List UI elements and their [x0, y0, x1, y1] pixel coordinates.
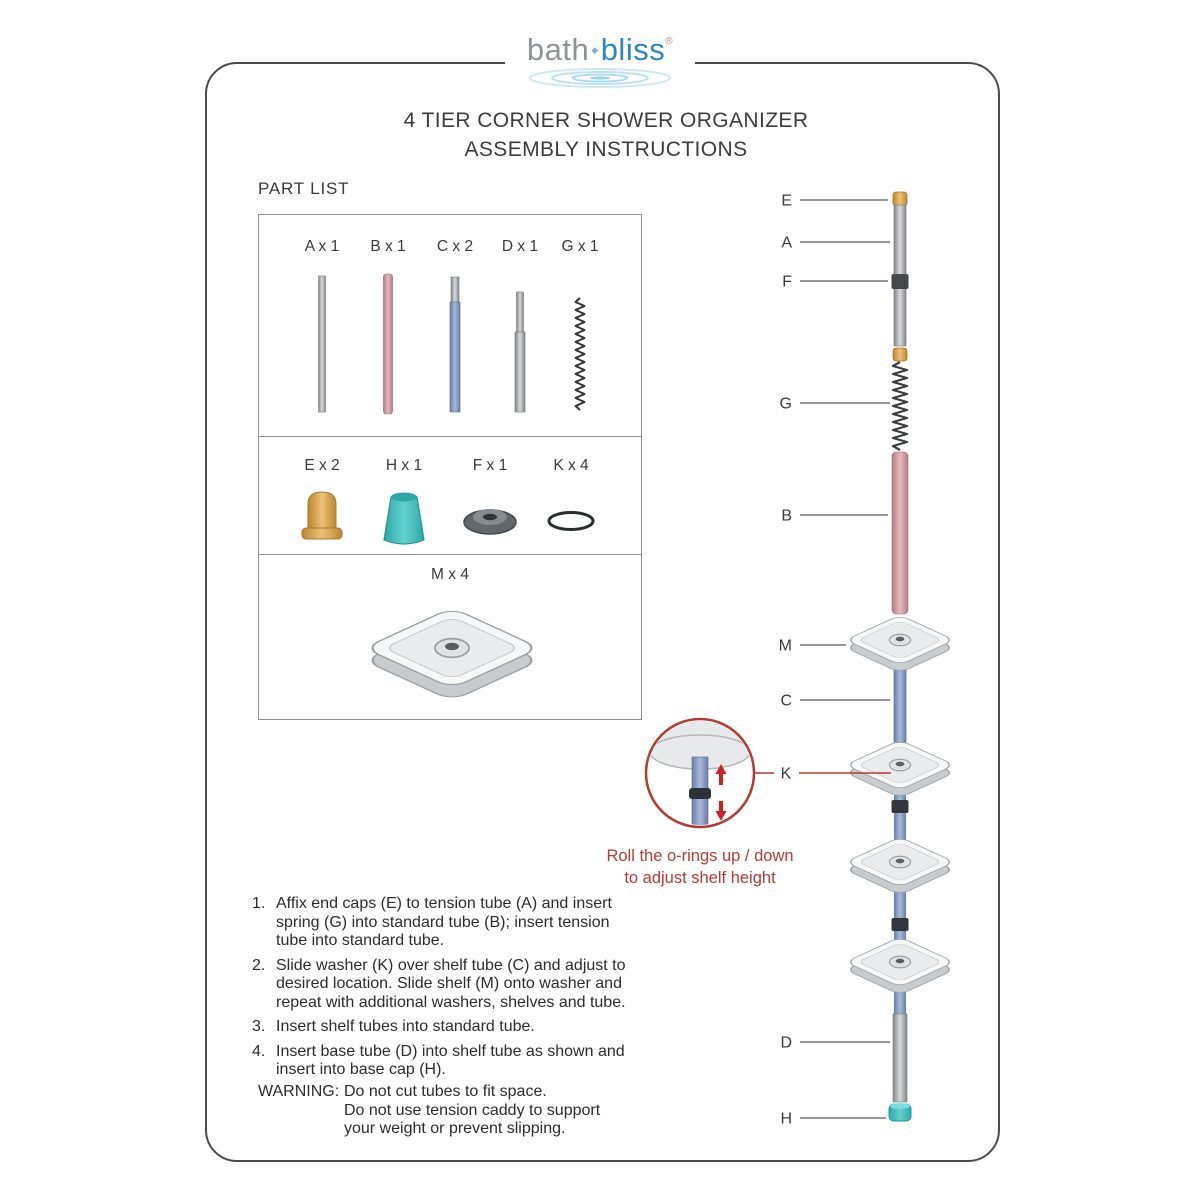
title-line-2: ASSEMBLY INSTRUCTIONS: [464, 138, 748, 161]
part-label-F: F x 1: [472, 457, 508, 474]
tension-tube-icon: [319, 276, 326, 412]
warning-label: WARNING:: [258, 1083, 340, 1100]
brand-logo: [505, 32, 695, 90]
water-ripple-icon: [525, 66, 675, 90]
end-cap-bottom: [893, 348, 907, 361]
o-ring-band-1: [892, 800, 909, 813]
part-label-C: C x 2: [436, 238, 474, 255]
part-label-M: M x 4: [431, 566, 469, 583]
warning-line-3: your weight or prevent slipping.: [344, 1120, 566, 1137]
assembly-label-F: F: [782, 273, 792, 291]
step-number: 4.: [252, 1042, 266, 1060]
instruction-step-2: [252, 957, 654, 1013]
warning-text: [344, 1083, 600, 1139]
end-cap-top: [893, 192, 907, 206]
assembly-label-B: B: [781, 507, 792, 525]
shelf-2: [846, 740, 955, 798]
washer-on-tube: [892, 274, 909, 289]
step-text: Insert base tube (D) into shelf tube as shown and insert into base cap (H).: [276, 1042, 625, 1078]
spring: [893, 362, 907, 450]
step-text: Slide washer (K) over shelf tube (C) and adjust to desired location. Slide shelf (M) onto washer and repeat with additional washers, shelves and tube.: [276, 956, 626, 1011]
logo-trademark: ®: [665, 36, 674, 47]
shelf-tube-3: [894, 888, 906, 944]
instruction-step-4: [252, 1043, 654, 1080]
part-label-K: K x 4: [553, 457, 589, 474]
base-tube: [893, 1014, 907, 1102]
assembly-label-M: M: [778, 637, 792, 655]
assembly-label-K: K: [780, 765, 792, 783]
step-number: 1.: [252, 895, 266, 912]
part-label-E: E x 2: [304, 457, 340, 474]
part-label-D: D x 1: [501, 238, 539, 255]
shelf-3: [846, 837, 955, 895]
end-cap-icon: [302, 492, 342, 539]
assembly-label-D: D: [780, 1034, 792, 1052]
step-text: Affix end caps (E) to tension tube (A) and insert spring (G) into standard tube (B); insert tension tube into standard tube.: [276, 895, 612, 949]
part-label-H: H x 1: [385, 457, 423, 474]
part-label-B: B x 1: [370, 238, 406, 255]
callout-note-line-1: Roll the o-rings up / down: [606, 847, 794, 865]
instruction-step-1: [252, 895, 654, 951]
step-text: Insert shelf tubes into standard tube.: [276, 1018, 535, 1035]
corner-shelf-icon: [364, 608, 539, 701]
assembly-label-G: G: [779, 395, 792, 413]
step-number: 3.: [252, 1018, 266, 1035]
shelf-1: [846, 615, 955, 673]
page-title: [404, 106, 809, 164]
shelf-4: [846, 937, 955, 995]
callout-note-line-2: to adjust shelf height: [624, 869, 776, 887]
base-cap-icon: [384, 493, 424, 545]
part-label-G: G x 1: [561, 238, 599, 255]
shelf-tube-1: [894, 660, 906, 745]
standard-tube: [892, 452, 908, 614]
warning-line-1: Do not cut tubes to fit space.: [344, 1083, 547, 1100]
washer-icon: [464, 509, 516, 534]
instruction-step-3: [252, 1018, 654, 1037]
assembly-label-E: E: [781, 192, 792, 210]
o-ring-band-2: [892, 918, 909, 931]
logo-word-bath: bath: [526, 32, 590, 67]
spring-icon: [576, 298, 585, 410]
step-number: 2.: [252, 956, 266, 974]
instructions-list: [252, 895, 654, 1086]
assembly-label-C: C: [780, 692, 792, 710]
standard-tube-icon: [384, 274, 393, 414]
part-list-heading: PART LIST: [258, 179, 350, 198]
logo-diamond-icon: ◆: [591, 45, 599, 55]
warning-line-2: Do not use tension caddy to support: [344, 1101, 601, 1119]
base-tube-icon: [515, 292, 525, 412]
shelf-tube-icon: [450, 277, 460, 412]
base-cap-top: [890, 1103, 910, 1109]
o-ring-callout: [606, 712, 891, 887]
assembly-stack: [846, 192, 955, 1121]
logo-word-bliss: bliss: [600, 32, 666, 67]
title-line-1: 4 TIER CORNER SHOWER ORGANIZER: [403, 109, 809, 132]
shelf-tube-2: [894, 790, 906, 842]
o-ring-icon: [549, 513, 593, 530]
part-label-A: A x 1: [304, 238, 340, 255]
assembly-label-H: H: [780, 1110, 792, 1128]
assembly-label-A: A: [781, 234, 792, 252]
warning-block: [258, 1083, 600, 1139]
